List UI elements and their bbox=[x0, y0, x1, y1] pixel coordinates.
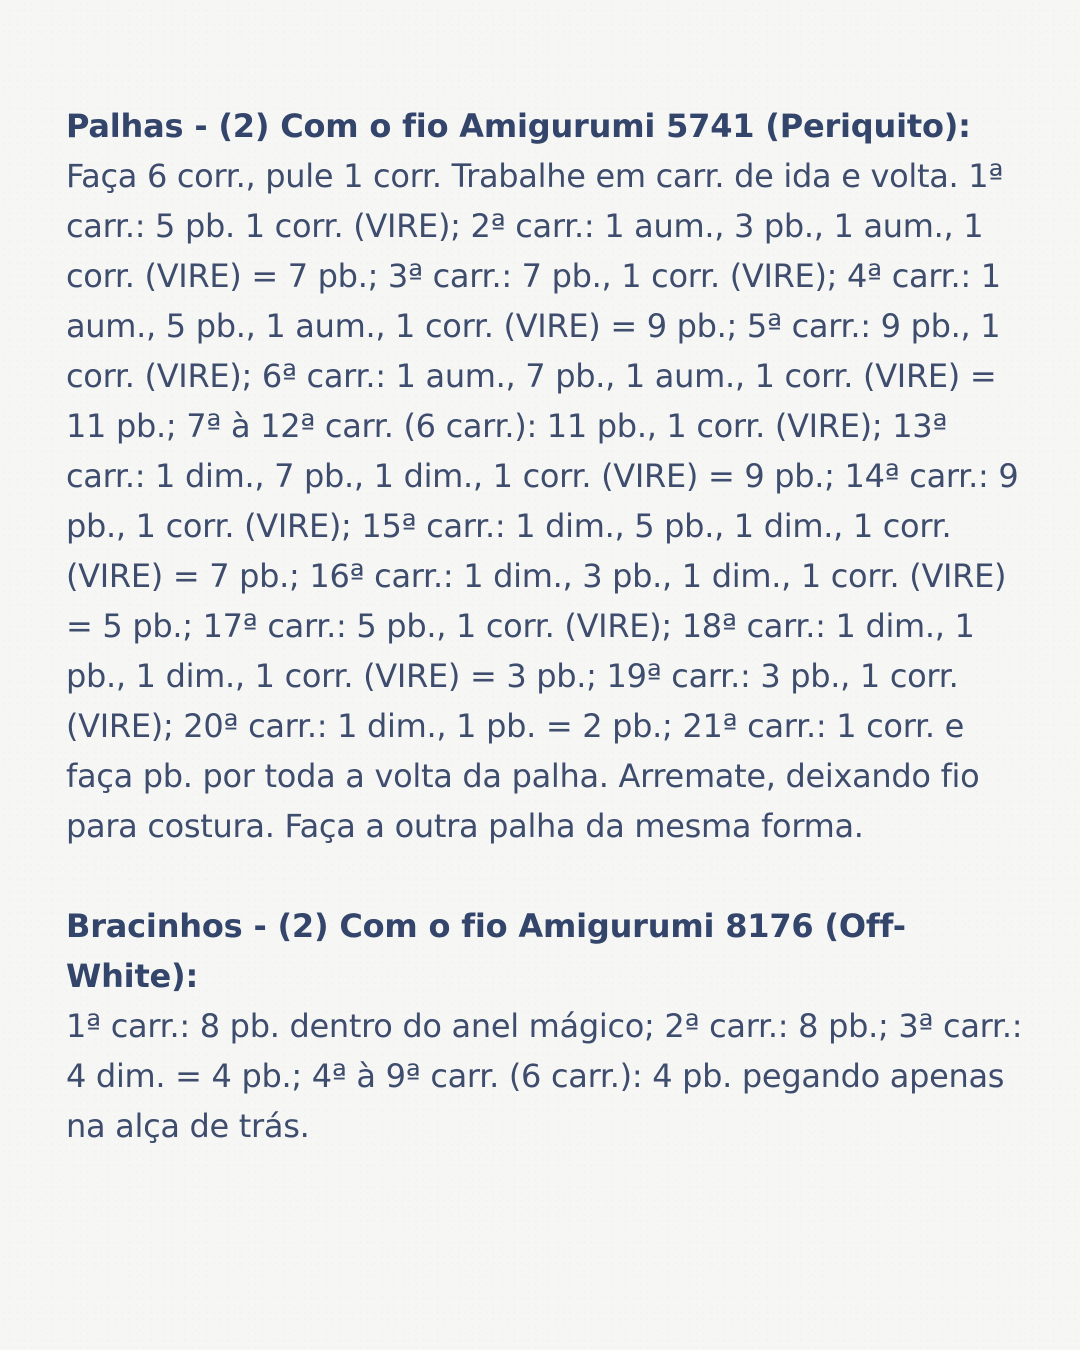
section-palhas bbox=[66, 101, 1026, 851]
document-page bbox=[66, 101, 1026, 1151]
section-bracinhos bbox=[66, 901, 1026, 1151]
section-heading: Bracinhos - (2) Com o fio Amigurumi 8176 (Off-White): bbox=[66, 907, 906, 995]
section-body: 1ª carr.: 8 pb. dentro do anel mágico; 2ª carr.: 8 pb.; 3ª carr.: 4 dim. = 4 pb.; 4ª à 9ª carr. (6 carr.): 4 pb. pegando apenas na alça de trás. bbox=[66, 1007, 1023, 1145]
section-heading: Palhas - (2) Com o fio Amigurumi 5741 (Periquito): bbox=[66, 107, 971, 145]
section-body: Faça 6 corr., pule 1 corr. Trabalhe em carr. de ida e volta. 1ª carr.: 5 pb. 1 corr. (VIRE); 2ª carr.: 1 aum., 3 pb., 1 aum., 1 corr. (VIRE) = 7 pb.; 3ª carr.: 7 pb., 1 corr. (VIRE); 4ª carr.: 1 aum., 5 pb., 1 aum., 1 corr. (VIRE) = 9 pb.; 5ª carr.: 9 pb., 1 corr. (VIRE); 6ª carr.: 1 aum., 7 pb., 1 aum., 1 corr. (VIRE) = 11 pb.; 7ª à 12ª carr. (6 carr.): 11 pb., 1 corr. (VIRE); 13ª carr.: 1 dim., 7 pb., 1 dim., 1 corr. (VIRE) = 9 pb.; 14ª carr.: 9 pb., 1 corr. (VIRE); 15ª carr.: 1 dim., 5 pb., 1 dim., 1 corr. (VIRE) = 7 pb.; 16ª carr.: 1 dim., 3 pb., 1 dim., 1 corr. (VIRE) = 5 pb.; 17ª carr.: 5 pb., 1 corr. (VIRE); 18ª carr.: 1 dim., 1 pb., 1 dim., 1 corr. (VIRE) = 3 pb.; 19ª carr.: 3 pb., 1 corr. (VIRE); 20ª carr.: 1 dim., 1 pb. = 2 pb.; 21ª carr.: 1 corr. e faça pb. por toda a volta da palha. Arremate, deixando fio para costura. Faça a outra palha da mesma forma. bbox=[66, 157, 1019, 845]
